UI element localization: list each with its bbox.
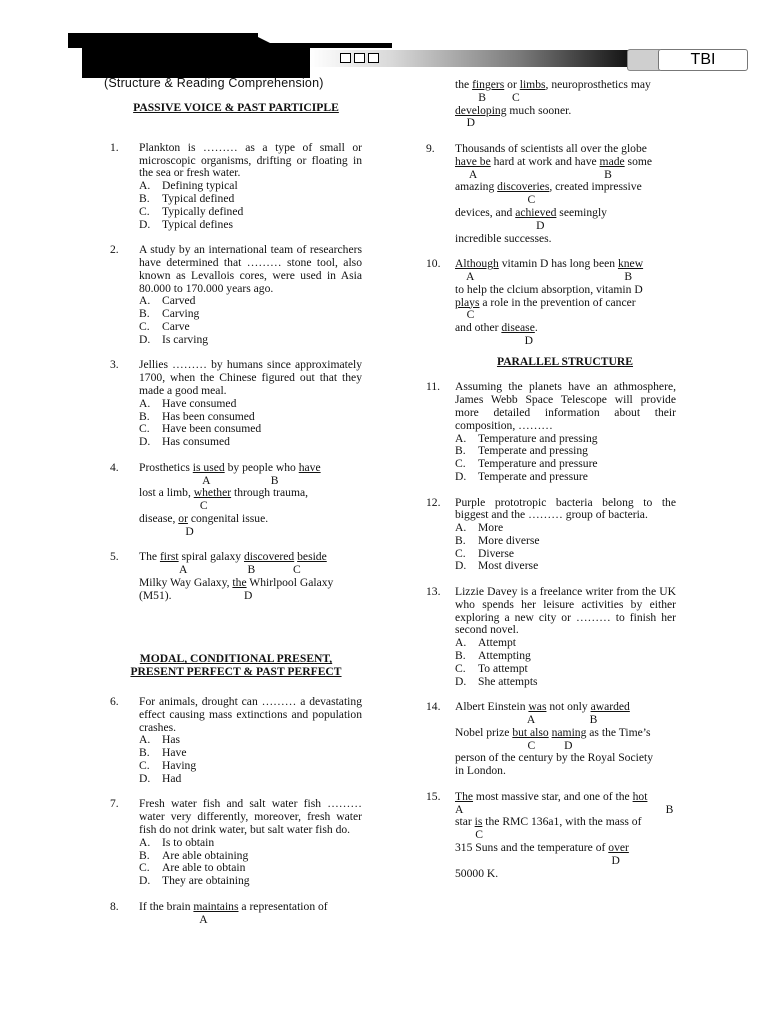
option-d[interactable]: D. Most diverse bbox=[455, 559, 539, 573]
underlined-d[interactable]: naming bbox=[551, 725, 587, 739]
answer-markers: A B bbox=[455, 802, 674, 816]
option-b[interactable]: B. Are able obtaining bbox=[139, 848, 249, 862]
option-c[interactable]: C. Carve bbox=[139, 319, 190, 333]
question-number: 1. bbox=[110, 140, 119, 154]
option-a[interactable]: A. Have consumed bbox=[139, 396, 237, 410]
question-4 bbox=[110, 462, 362, 539]
section-heading: PARALLEL STRUCTURE bbox=[496, 354, 634, 368]
question-7 bbox=[110, 798, 362, 888]
header-gray-tab bbox=[627, 49, 662, 71]
question-11 bbox=[426, 381, 676, 483]
question-text: Prosthetics is used by people who have A B lost a limb, whether through trauma, C disease, or congenital issue. D bbox=[139, 462, 362, 539]
answer-markers: A bbox=[139, 912, 208, 926]
option-c[interactable]: C. Are able to obtain bbox=[139, 861, 246, 875]
underlined-d[interactable]: achieved bbox=[515, 205, 557, 219]
option-a[interactable]: A. Has bbox=[139, 733, 181, 747]
option-d[interactable]: D. They are obtaining bbox=[139, 874, 250, 888]
question-text: Thousands of scientists all over the globe have be hard at work and have made some A B amazing discoveries, created impressive C devices, and achieved seemingly D incredible successes. bbox=[455, 143, 676, 245]
question-5 bbox=[110, 551, 362, 602]
answer-markers: D bbox=[455, 116, 475, 130]
option-d[interactable]: D. Temperate and pressure bbox=[455, 469, 588, 483]
underlined-b[interactable]: have bbox=[298, 460, 321, 474]
question-text: For animals, drought can ……… a devastating effect causing mass extinctions and population crashes. bbox=[139, 695, 362, 734]
option-b[interactable]: B. Carving bbox=[139, 307, 200, 321]
option-b[interactable]: B. Typical defined bbox=[139, 191, 235, 205]
underlined-d[interactable]: the bbox=[232, 575, 247, 589]
question-13 bbox=[426, 586, 676, 688]
option-a[interactable]: A. Temperature and pressing bbox=[455, 431, 598, 445]
question-1 bbox=[110, 142, 362, 232]
question-number: 14. bbox=[426, 700, 441, 714]
answer-markers: D bbox=[139, 524, 194, 538]
underlined-c[interactable]: plays bbox=[455, 295, 480, 309]
underlined-c[interactable]: but also bbox=[512, 725, 549, 739]
question-number: 15. bbox=[426, 789, 441, 803]
header-tag: TBI bbox=[658, 49, 748, 71]
answer-markers: B C bbox=[455, 90, 520, 104]
option-c[interactable]: C. Having bbox=[139, 759, 197, 773]
question-14 bbox=[426, 701, 676, 778]
underlined-b[interactable]: discovered bbox=[243, 550, 295, 564]
underlined-d[interactable]: over bbox=[608, 841, 629, 855]
option-a[interactable]: A. More bbox=[455, 521, 504, 535]
question-text: Jellies ……… by humans since approximately 1700, when the Chinese figured out that they made a good meal. bbox=[139, 358, 362, 397]
answer-markers: D bbox=[455, 218, 545, 232]
underlined-a[interactable]: The bbox=[455, 789, 474, 803]
underlined-c[interactable]: is bbox=[474, 815, 483, 829]
question-number: 4. bbox=[110, 460, 119, 474]
underlined-a[interactable]: maintains bbox=[193, 899, 239, 913]
answer-markers: C bbox=[455, 828, 484, 842]
option-a[interactable]: A. Is to obtain bbox=[139, 835, 215, 849]
question-number: 3. bbox=[110, 358, 119, 372]
header-squares-icon bbox=[340, 53, 379, 63]
question-text: The most massive star, and one of the hot A B star is the RMC 136a1, with the mass of C 315 Suns and the temperature of over D 50000 K. bbox=[455, 791, 676, 881]
header-bar bbox=[68, 33, 258, 43]
underlined-a[interactable]: is used bbox=[192, 460, 225, 474]
question-3 bbox=[110, 359, 362, 449]
answer-markers: D bbox=[455, 333, 533, 347]
answer-markers: C D bbox=[455, 738, 573, 752]
option-d[interactable]: D. Typical defines bbox=[139, 217, 233, 231]
underlined-b[interactable]: hot bbox=[632, 789, 648, 803]
question-number: 11. bbox=[426, 380, 441, 394]
underlined-a[interactable]: was bbox=[528, 700, 547, 714]
question-12 bbox=[426, 497, 676, 574]
question-text: Plankton is ……… as a type of small or microscopic organisms, drifting or floating in the sea or fresh water. bbox=[139, 140, 362, 180]
answer-markers: C bbox=[455, 308, 475, 322]
question-number: 2. bbox=[110, 243, 119, 257]
option-c[interactable]: C. Typically defined bbox=[139, 204, 244, 218]
option-d[interactable]: D. Is carving bbox=[139, 332, 209, 346]
question-8 bbox=[110, 901, 362, 927]
question-text: Albert Einstein was not only awarded A B Nobel prize but also naming as the Time’s C D person of the century by the Royal Society in London. bbox=[455, 701, 676, 778]
answer-markers: A B bbox=[455, 167, 612, 181]
underlined-b[interactable]: awarded bbox=[590, 700, 630, 714]
question-text: Fresh water fish and salt water fish ……… water very differently, moreover, fresh water fish do not drink water, but salt water fish do. bbox=[139, 797, 362, 837]
question-9 bbox=[426, 143, 676, 245]
underlined-c[interactable]: beside bbox=[297, 550, 327, 564]
section-heading: PASSIVE VOICE & PAST PARTICIPLE bbox=[133, 101, 339, 114]
option-a[interactable]: A. Defining typical bbox=[139, 179, 238, 193]
left-column bbox=[110, 102, 362, 926]
section-heading: PRESENT PERFECT & PAST PERFECT bbox=[130, 665, 342, 679]
option-c[interactable]: C. Temperature and pressure bbox=[455, 457, 598, 471]
answer-markers: D bbox=[455, 853, 620, 867]
section-heading: MODAL, CONDITIONAL PRESENT, bbox=[139, 652, 333, 666]
question-text: Purple prototropic bacteria belong to the biggest and the ……… group of bacteria. bbox=[455, 495, 676, 522]
option-b[interactable]: B. Has been consumed bbox=[139, 409, 255, 423]
question-text: A study by an international team of researchers have determined that ……… stone tool, also known as Levallois cores, were used in Asia 80.000 to 170.000 years ago. bbox=[139, 243, 362, 295]
underlined-a[interactable]: have be bbox=[455, 154, 491, 168]
question-8-continued bbox=[426, 79, 676, 130]
question-number: 10. bbox=[426, 257, 441, 271]
underlined-c[interactable]: whether bbox=[193, 486, 232, 500]
option-b[interactable]: B. Temperate and pressing bbox=[455, 444, 588, 458]
question-number: 13. bbox=[426, 585, 441, 599]
option-a[interactable]: A. Carved bbox=[139, 294, 196, 308]
question-15 bbox=[426, 791, 676, 881]
question-text: Lizzie Davey is a freelance writer from the UK who spends her leisure activities by either exploring a new city or ……… to finish her second novel. bbox=[455, 585, 676, 637]
answer-markers: A B bbox=[139, 473, 279, 487]
option-c[interactable]: C. Diverse bbox=[455, 546, 515, 560]
option-d[interactable]: D. She attempts bbox=[455, 674, 538, 688]
question-6 bbox=[110, 696, 362, 786]
answer-markers: C bbox=[139, 499, 208, 513]
underlined-c[interactable]: discoveries bbox=[497, 180, 550, 194]
question-2 bbox=[110, 244, 362, 346]
option-b[interactable]: B. More diverse bbox=[455, 533, 540, 547]
question-text: Assuming the planets have an athmosphere, James Webb Space Telescope will provide more detailed information about their composition, ……… bbox=[455, 380, 676, 432]
underlined-b[interactable]: made bbox=[599, 154, 625, 168]
header-black-block bbox=[82, 48, 310, 78]
option-a[interactable]: A. Attempt bbox=[455, 636, 516, 650]
answer-markers: A B bbox=[455, 713, 598, 727]
question-number: 8. bbox=[110, 899, 119, 913]
option-b[interactable]: B. Have bbox=[139, 746, 187, 760]
page-subtitle: (Structure & Reading Comprehension) bbox=[104, 76, 324, 90]
header-bar-slant bbox=[250, 33, 270, 43]
option-b[interactable]: B. Attempting bbox=[455, 649, 531, 663]
underlined-c[interactable]: limbs bbox=[519, 78, 546, 91]
underlined-d[interactable]: or bbox=[178, 511, 188, 525]
option-c[interactable]: C. Have been consumed bbox=[139, 422, 262, 436]
question-number: 7. bbox=[110, 797, 119, 811]
question-number: 9. bbox=[426, 141, 435, 155]
question-10 bbox=[426, 258, 676, 348]
question-text: Although vitamin D has long been knew A B to help the clcium absorption, vitamin D plays a role in the prevention of cancer C and other disease. D bbox=[455, 258, 676, 348]
answer-markers: A B C bbox=[139, 563, 301, 577]
question-text: the fingers or limbs, neuroprosthetics may B C developing much sooner. D bbox=[455, 79, 676, 130]
answer-markers: D bbox=[171, 588, 253, 602]
underlined-d[interactable]: disease bbox=[501, 321, 535, 335]
option-d[interactable]: D. Has consumed bbox=[139, 435, 230, 449]
question-text: The first spiral galaxy discovered beside A B C Milky Way Galaxy, the Whirlpool Galaxy (M51). D bbox=[139, 551, 362, 602]
question-number: 6. bbox=[110, 695, 119, 709]
option-d[interactable]: D. Had bbox=[139, 771, 182, 785]
underlined-a[interactable]: first bbox=[159, 550, 179, 564]
underlined-a[interactable]: Although bbox=[455, 257, 499, 271]
option-c[interactable]: C. To attempt bbox=[455, 661, 528, 675]
question-number: 5. bbox=[110, 550, 119, 564]
question-text: If the brain maintains a representation of A bbox=[139, 901, 362, 927]
underlined-d[interactable]: developing bbox=[455, 103, 507, 117]
question-number: 12. bbox=[426, 495, 441, 509]
answer-markers: C bbox=[455, 193, 536, 207]
right-column bbox=[426, 79, 676, 880]
answer-markers: A B bbox=[455, 269, 633, 283]
underlined-b[interactable]: knew bbox=[617, 257, 644, 271]
underlined-b[interactable]: fingers bbox=[472, 78, 505, 91]
